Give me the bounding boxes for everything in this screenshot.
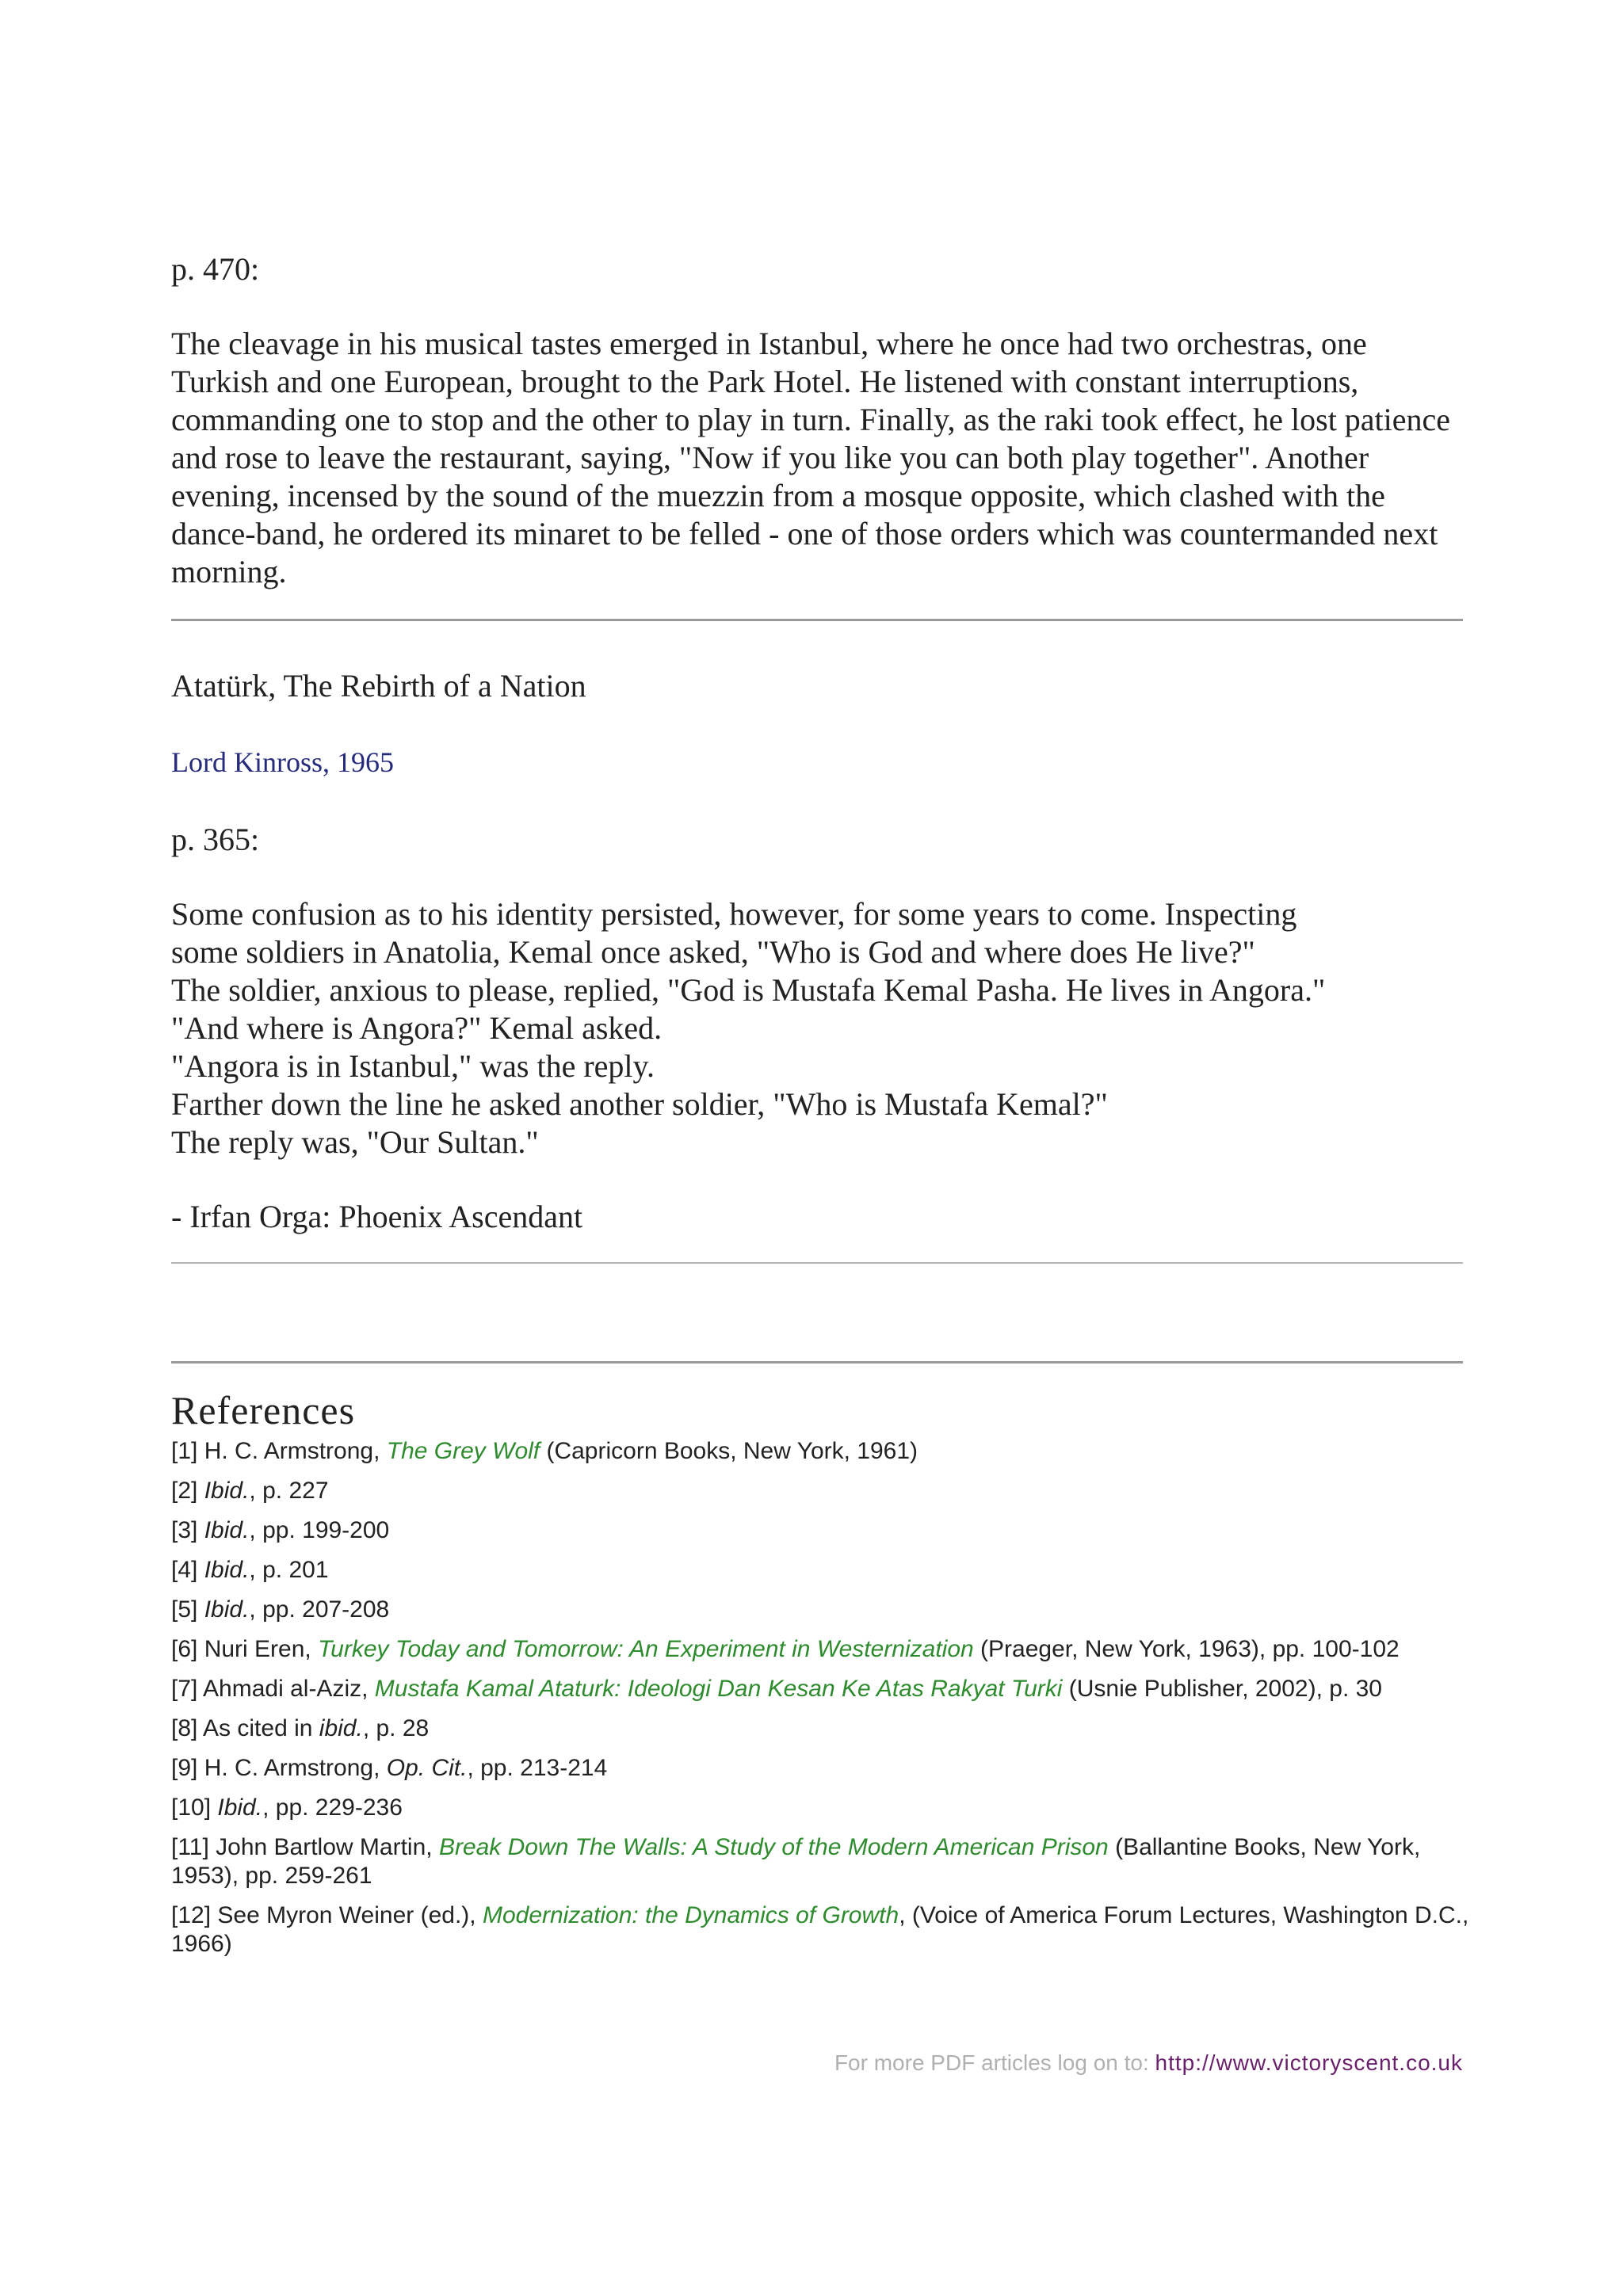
page-reference-470: p. 470: <box>171 251 260 287</box>
reference-item: [11] John Bartlow Martin, Break Down The Walls: A Study of the Modern American Prison (Ballantine Books, New York, 1953), pp. 259-261 <box>171 1834 1421 1889</box>
reference-title-link[interactable]: The Grey Wolf <box>386 1438 540 1464</box>
page-reference-365: p. 365: <box>171 822 260 857</box>
quote-line: The soldier, anxious to please, replied, "God is Mustafa Kemal Pasha. He lives in Angora." <box>171 972 1326 1008</box>
quote-line: some soldiers in Anatolia, Kemal once asked, "Who is God and where does He live?" <box>171 934 1255 970</box>
section-divider <box>171 619 1463 621</box>
quote-line: "And where is Angora?" Kemal asked. <box>171 1010 663 1046</box>
reference-item: [6] Nuri Eren, Turkey Today and Tomorrow: An Experiment in Westernization (Praeger, New York, 1963), pp. 100-102 <box>171 1636 1400 1662</box>
reference-item: [1] H. C. Armstrong, The Grey Wolf (Capricorn Books, New York, 1961) <box>171 1438 918 1464</box>
references-heading: References <box>171 1388 356 1432</box>
reference-title-link[interactable]: Mustafa Kamal Ataturk: Ideologi Dan Kesan Ke Atas Rakyat Turki <box>374 1676 1063 1702</box>
quote-line: "Angora is in Istanbul," was the reply. <box>171 1048 655 1084</box>
reference-item: [5] Ibid., pp. 207-208 <box>171 1596 390 1623</box>
footer <box>834 2049 1463 2077</box>
reference-item: [12] See Myron Weiner (ed.), Modernization: the Dynamics of Growth, (Voice of America Forum Lectures, Washington D.C., 1966) <box>171 1902 1469 1957</box>
reference-title-link[interactable]: Modernization: the Dynamics of Growth <box>482 1902 899 1928</box>
quote-attribution: - Irfan Orga: Phoenix Ascendant <box>171 1199 583 1234</box>
reference-item: [8] As cited in ibid., p. 28 <box>171 1715 430 1741</box>
quote-anecdote <box>171 895 1471 1161</box>
footer-url-link[interactable]: http://www.victoryscent.co.uk <box>1155 2050 1463 2075</box>
reference-item: [9] H. C. Armstrong, Op. Cit., pp. 213-214 <box>171 1755 608 1781</box>
reference-item: [3] Ibid., pp. 199-200 <box>171 1517 390 1543</box>
reference-item: [4] Ibid., p. 201 <box>171 1557 329 1583</box>
footer-label: For more PDF articles log on to: <box>834 2050 1155 2075</box>
reference-item: [7] Ahmadi al-Aziz, Mustafa Kamal Ataturk: Ideologi Dan Kesan Ke Atas Rakyat Turki (Usnie Publisher, 2002), p. 30 <box>171 1676 1382 1702</box>
reference-title-link[interactable]: Turkey Today and Tomorrow: An Experiment in Westernization <box>318 1636 974 1662</box>
reference-item: [10] Ibid., pp. 229-236 <box>171 1794 403 1821</box>
section-divider <box>171 1262 1463 1264</box>
quote-line: The reply was, "Our Sultan." <box>171 1124 539 1160</box>
book-author: Lord Kinross, 1965 <box>171 746 394 778</box>
reference-title-link[interactable]: Break Down The Walls: A Study of the Modern American Prison <box>438 1834 1109 1860</box>
reference-item: [2] Ibid., p. 227 <box>171 1478 329 1504</box>
book-title: Atatürk, The Rebirth of a Nation <box>171 668 586 704</box>
references-divider <box>171 1361 1463 1363</box>
references-list <box>171 1437 1471 1970</box>
quote-line: Farther down the line he asked another soldier, "Who is Mustafa Kemal?" <box>171 1086 1108 1122</box>
quote-line: Some confusion as to his identity persisted, however, for some years to come. Inspecting <box>171 896 1297 932</box>
quote-paragraph-musical-tastes: The cleavage in his musical tastes emerged in Istanbul, where he once had two orchestras, one Turkish and one European, brought to the Park Hotel. He listened with constant interruptions, commanding one to stop and the other to play in turn. Finally, as the raki took effect, he lost patience and rose to leave the restaurant, saying, "Now if you like you can both play together". Another evening, incensed by the sound of the muezzin from a mosque opposite, which clashed with the dance-band, he ordered its minaret to be felled - one of those orders which was countermanded next morning. <box>171 326 1451 589</box>
